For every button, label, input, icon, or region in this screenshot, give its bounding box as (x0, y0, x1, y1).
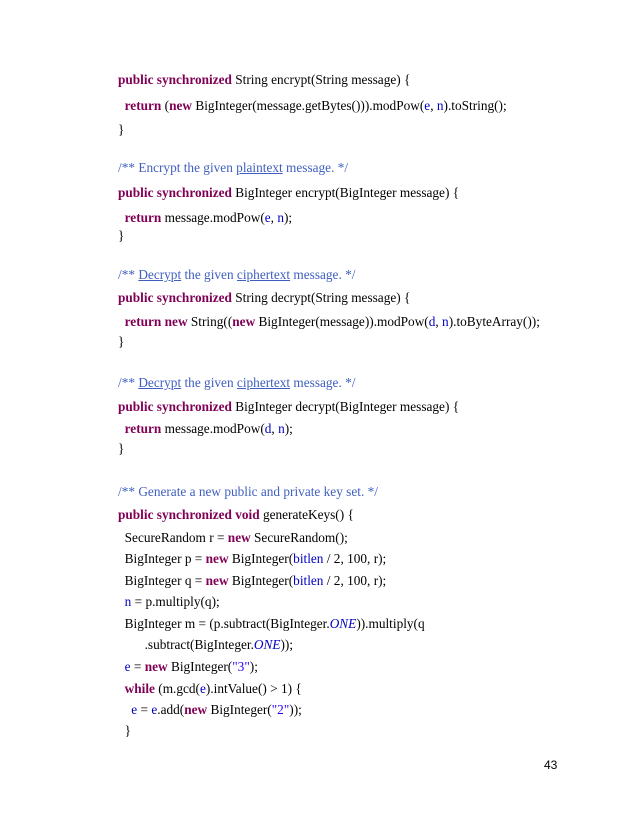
code-line: public synchronized String encrypt(String message) { (118, 72, 411, 87)
code-line: return message.modPow(d, n); (118, 421, 293, 436)
code-line: n = p.multiply(q); (124, 594, 220, 609)
code-line: return new String((new BigInteger(message)).modPow(d, n).toByteArray()); (118, 314, 540, 329)
code-line: while (m.gcd(e).intValue() > 1) { (118, 681, 302, 696)
code-line: return (new BigInteger(message.getBytes())).modPow(e, n).toString(); (118, 98, 507, 113)
code-line: SecureRandom r = new SecureRandom(); (118, 530, 348, 545)
code-line: public synchronized void generateKeys() { (118, 507, 354, 522)
code-comment: /** Decrypt the given ciphertext message. */ (118, 267, 356, 282)
code-line: BigInteger m = (p.subtract(BigInteger.ONE)).multiply(q (118, 616, 425, 631)
code-line: .subtract(BigInteger.ONE)); (118, 637, 294, 652)
code-comment: /** Generate a new public and private key set. */ (118, 484, 378, 499)
code-comment: /** Decrypt the given ciphertext message. */ (118, 375, 356, 390)
code-line: public synchronized String decrypt(String message) { (118, 290, 411, 305)
code-line: } (118, 228, 125, 243)
code-line: } (118, 723, 132, 738)
code-line: return message.modPow(e, n); (118, 210, 293, 225)
code-line: BigInteger q = new BigInteger(bitlen / 2, 100, r); (118, 573, 387, 588)
code-line: } (118, 441, 125, 456)
code-line: BigInteger p = new BigInteger(bitlen / 2, 100, r); (118, 551, 387, 566)
code-comment: /** Encrypt the given plaintext message. */ (118, 160, 349, 175)
code-line: } (118, 334, 125, 349)
code-line: } (118, 122, 125, 137)
code-line: e = e.add(new BigInteger("2")); (131, 702, 302, 717)
code-line: e = new BigInteger("3"); (124, 659, 258, 674)
code-line: public synchronized BigInteger decrypt(BigInteger message) { (118, 399, 460, 414)
code-line: public synchronized BigInteger encrypt(BigInteger message) { (118, 185, 460, 200)
page-number: 43 (544, 758, 558, 772)
